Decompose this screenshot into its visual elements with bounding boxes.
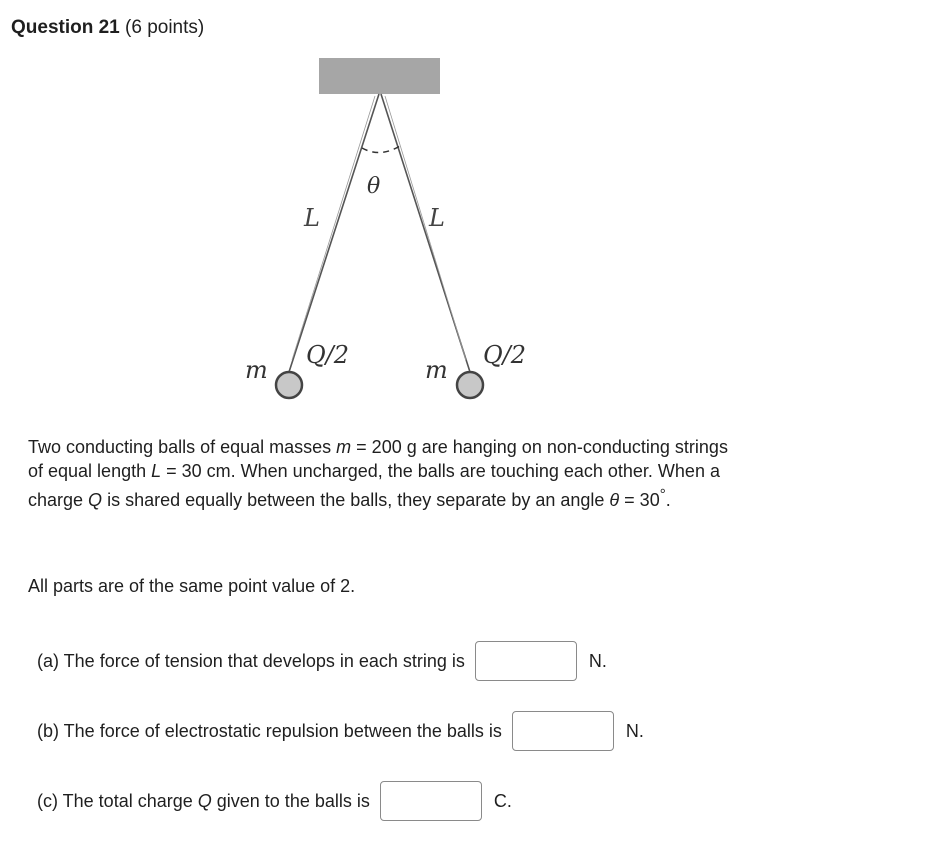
question-title: Question 21 [11, 17, 120, 38]
right-ball [457, 372, 483, 398]
part-a-text: (a) The force of tension that develops in each string is [37, 650, 465, 671]
part-a-answer-input[interactable] [475, 641, 577, 681]
problem-text-6: . [665, 490, 671, 510]
part-b [37, 710, 644, 752]
theta-variable: θ [609, 490, 620, 510]
part-c-text-after: given to the balls is [211, 790, 370, 811]
left-length-label: L [304, 204, 320, 232]
mass-variable: m [336, 437, 352, 457]
right-mass-label: m [425, 356, 448, 384]
part-b-text: (b) The force of electrostatic repulsion between the balls is [37, 720, 502, 741]
part-a-unit: N. [588, 650, 607, 671]
part-c-unit: C. [493, 790, 512, 811]
right-string-edge [385, 96, 466, 360]
charge-variable: Q [88, 490, 103, 510]
right-charge-label: Q/2 [483, 341, 527, 369]
part-c-charge-variable: Q [197, 790, 212, 811]
problem-text-3: = 30 cm. When uncharged, the balls are touching each other. When a charge [28, 461, 720, 510]
part-c-text-before: (c) The total charge [37, 790, 198, 811]
problem-text-2: = 200 g are hanging on non-conducting strings of equal length [28, 437, 728, 481]
theta-arc [362, 146, 400, 153]
question-points: (6 points) [125, 17, 205, 38]
part-a [37, 640, 607, 682]
part-b-answer-input[interactable] [512, 711, 614, 751]
degree-symbol: ° [659, 486, 666, 503]
right-length-label: L [429, 204, 445, 232]
part-c [37, 780, 512, 822]
problem-statement [28, 435, 728, 512]
left-string [289, 94, 379, 372]
point-value-note: All parts are of the same point value of 2. [28, 576, 356, 596]
problem-text-1: Two conducting balls of equal masses [28, 437, 337, 457]
part-b-unit: N. [625, 720, 644, 741]
problem-text-4: is shared equally between the balls, they separate by an angle [102, 490, 610, 510]
left-ball [276, 372, 302, 398]
left-mass-label: m [245, 356, 268, 384]
pendulum-figure [0, 0, 938, 420]
ceiling-block [319, 58, 440, 94]
part-c-answer-input[interactable] [380, 781, 482, 821]
length-variable: L [151, 461, 162, 481]
left-charge-label: Q/2 [306, 341, 350, 369]
theta-label: θ [367, 174, 381, 199]
problem-text-5: = 30 [619, 490, 660, 510]
